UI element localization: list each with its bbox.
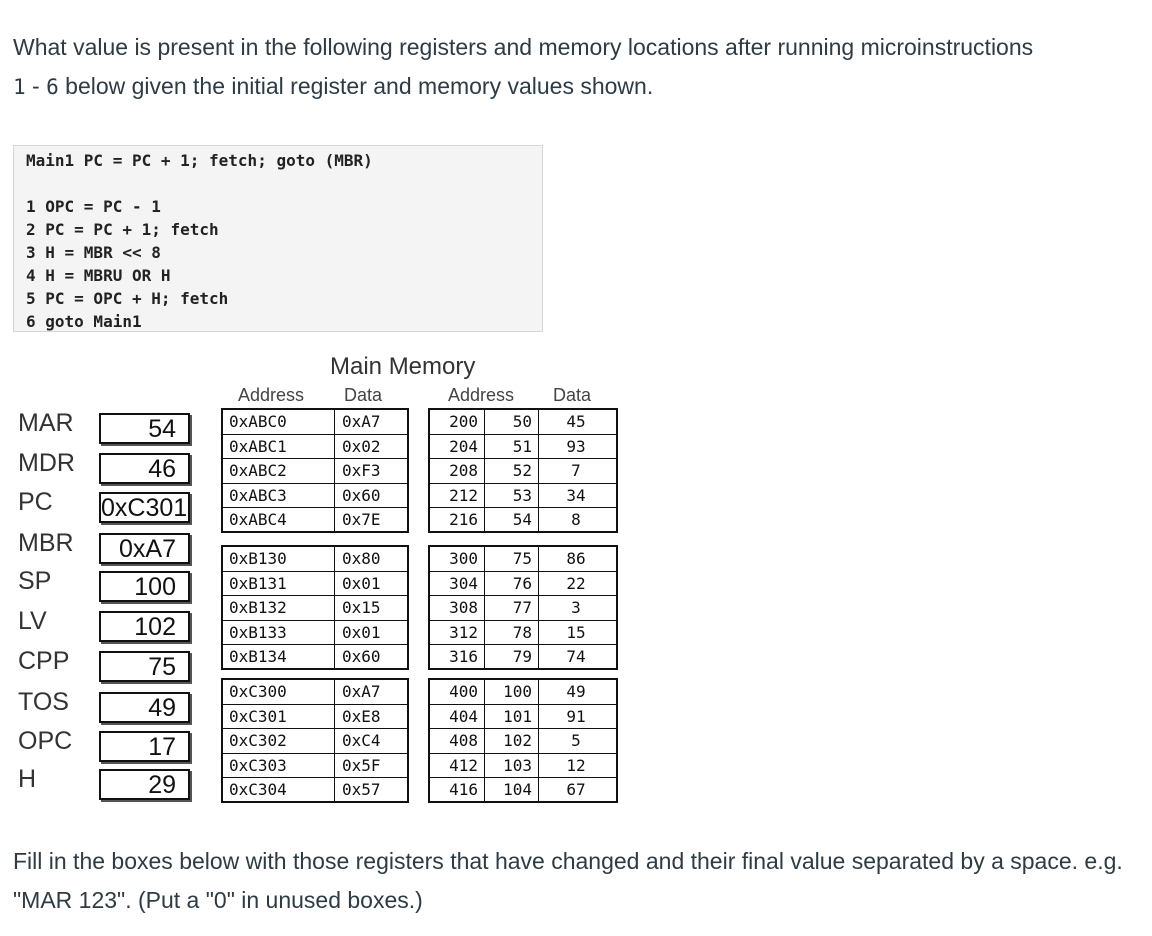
word-cell: 404: [449, 706, 478, 726]
word-cell: 7: [571, 461, 581, 480]
column-divider: [538, 547, 539, 668]
hex-cell: 0xABC2: [229, 461, 287, 480]
hex-cell: 0xC302: [229, 731, 287, 750]
column-divider: [484, 547, 485, 668]
column-divider: [484, 410, 485, 531]
word-cell: 22: [566, 573, 586, 593]
hex-cell: 0xC300: [229, 682, 287, 701]
fill-in-instruction: Fill in the boxes below with those registers that have changed and their final value separated by a space. e.g. "MAR 123". (Put a "0" in unused boxes.): [13, 848, 1123, 913]
column-divider: [538, 410, 539, 531]
question-text: [13, 28, 1138, 107]
question-intro: What value is present in the following registers and memory locations after running microinstructions: [13, 34, 1034, 60]
register-value-sp: 100: [99, 571, 190, 602]
word-cell: 74: [566, 647, 586, 666]
hex-cell: 0x15: [342, 598, 381, 617]
register-label-lv: LV: [18, 607, 47, 635]
register-label-sp: SP: [18, 567, 52, 595]
word-table-2: [428, 545, 618, 670]
code-line-3: 3 H = MBR << 8: [26, 243, 161, 262]
word-cell: 308: [449, 598, 478, 617]
register-label-h: H: [18, 765, 37, 793]
word-cell: 412: [449, 755, 478, 775]
word-cell: 50: [512, 412, 532, 431]
memory-figure: [0, 345, 640, 815]
word-address-header: Address: [448, 385, 515, 405]
word-cell: 76: [512, 573, 532, 593]
register-label-mdr: MDR: [18, 449, 75, 477]
register-value-mar: 54: [99, 413, 190, 444]
hex-cell: 0xE8: [342, 706, 381, 726]
hex-cell: 0x57: [342, 780, 381, 799]
hex-cell: 0xA7: [342, 682, 381, 701]
hex-cell: 0x01: [342, 622, 381, 642]
word-cell: 67: [566, 780, 586, 799]
word-cell: 101: [503, 706, 532, 726]
word-cell: 312: [449, 622, 478, 642]
word-cell: 300: [449, 549, 478, 568]
word-cell: 208: [449, 461, 478, 480]
hex-cell: 0x80: [342, 549, 381, 568]
word-cell: 15: [566, 622, 586, 642]
word-cell: 5: [571, 731, 581, 750]
register-value-mbr: 0xA7: [99, 533, 190, 564]
word-cell: 53: [512, 485, 532, 505]
hex-cell: 0x60: [342, 485, 381, 505]
register-value-pc: 0xC301: [99, 492, 190, 523]
column-divider: [334, 410, 335, 531]
word-cell: 100: [503, 682, 532, 701]
hex-data-header: Data: [344, 385, 383, 405]
code-header: Main1 PC = PC + 1; fetch; goto (MBR): [26, 151, 373, 170]
main-memory-title: Main Memory: [330, 353, 476, 380]
word-cell: 212: [449, 485, 478, 505]
register-label-cpp: CPP: [18, 647, 70, 675]
code-line-5: 5 PC = OPC + H; fetch: [26, 289, 229, 308]
hex-cell: 0xB130: [229, 549, 287, 568]
hex-table-2: [221, 545, 409, 670]
register-value-h: 29: [99, 769, 190, 800]
word-cell: 103: [503, 755, 532, 775]
hex-cell: 0xC303: [229, 755, 287, 775]
word-cell: 45: [566, 412, 586, 431]
hex-cell: 0xC301: [229, 706, 287, 726]
word-table-1: [428, 408, 618, 533]
hex-cell: 0xABC0: [229, 412, 287, 431]
code-line-4: 4 H = MBRU OR H: [26, 266, 171, 285]
word-cell: 86: [566, 549, 586, 568]
hex-cell: 0xABC3: [229, 485, 287, 505]
register-value-lv: 102: [99, 611, 190, 642]
register-label-mbr: MBR: [18, 529, 74, 557]
register-label-opc: OPC: [18, 727, 73, 755]
word-cell: 416: [449, 780, 478, 799]
word-data-header: Data: [553, 385, 592, 405]
word-cell: 79: [512, 647, 532, 666]
word-cell: 200: [449, 412, 478, 431]
register-label-mar: MAR: [18, 409, 74, 437]
hex-cell: 0xB131: [229, 573, 287, 593]
register-label-tos: TOS: [18, 688, 69, 716]
word-cell: 52: [512, 461, 532, 480]
hex-cell: 0xB134: [229, 647, 287, 666]
word-cell: 408: [449, 731, 478, 750]
hex-cell: 0xC4: [342, 731, 381, 750]
register-value-mdr: 46: [99, 453, 190, 484]
word-cell: 93: [566, 436, 586, 456]
question-outro: below given the initial register and memory values shown.: [58, 73, 654, 99]
word-cell: 51: [512, 436, 532, 456]
word-cell: 304: [449, 573, 478, 593]
word-cell: 316: [449, 647, 478, 666]
hex-cell: 0xABC1: [229, 436, 287, 456]
hex-cell: 0xB132: [229, 598, 287, 617]
word-cell: 78: [512, 622, 532, 642]
word-cell: 54: [512, 510, 532, 529]
word-cell: 104: [503, 780, 532, 799]
microcode-block: [13, 145, 543, 332]
column-divider: [334, 680, 335, 801]
code-line-1: 1 OPC = PC - 1: [26, 197, 161, 216]
hex-cell: 0xABC4: [229, 510, 287, 529]
word-cell: 49: [566, 682, 586, 701]
hex-address-header: Address: [238, 385, 305, 405]
hex-cell: 0x01: [342, 573, 381, 593]
hex-cell: 0xB133: [229, 622, 287, 642]
hex-cell: 0x02: [342, 436, 381, 456]
column-divider: [538, 680, 539, 801]
word-cell: 75: [512, 549, 532, 568]
word-cell: 216: [449, 510, 478, 529]
register-value-cpp: 75: [99, 651, 190, 682]
word-table-3: [428, 678, 618, 803]
range-start: 1: [13, 75, 26, 99]
hex-cell: 0x7E: [342, 510, 381, 529]
word-cell: 8: [571, 510, 581, 529]
range-dash: -: [25, 73, 47, 99]
register-value-opc: 17: [99, 731, 190, 762]
word-cell: 77: [512, 598, 532, 617]
word-cell: 400: [449, 682, 478, 701]
word-cell: 3: [571, 598, 581, 617]
word-cell: 91: [566, 706, 586, 726]
register-label-pc: PC: [18, 488, 53, 516]
hex-cell: 0x60: [342, 647, 381, 666]
hex-table-3: [221, 678, 409, 803]
hex-cell: 0xF3: [342, 461, 381, 480]
range-end: 6: [46, 75, 59, 99]
word-cell: 34: [566, 485, 586, 505]
word-cell: 12: [566, 755, 586, 775]
word-cell: 102: [503, 731, 532, 750]
register-value-tos: 49: [99, 692, 190, 723]
hex-cell: 0xC304: [229, 780, 287, 799]
hex-table-1: [221, 408, 409, 533]
word-cell: 204: [449, 436, 478, 456]
hex-cell: 0xA7: [342, 412, 381, 431]
column-divider: [334, 547, 335, 668]
code-line-2: 2 PC = PC + 1; fetch: [26, 220, 219, 239]
code-line-6: 6 goto Main1: [26, 312, 142, 331]
column-divider: [484, 680, 485, 801]
hex-cell: 0x5F: [342, 755, 381, 775]
